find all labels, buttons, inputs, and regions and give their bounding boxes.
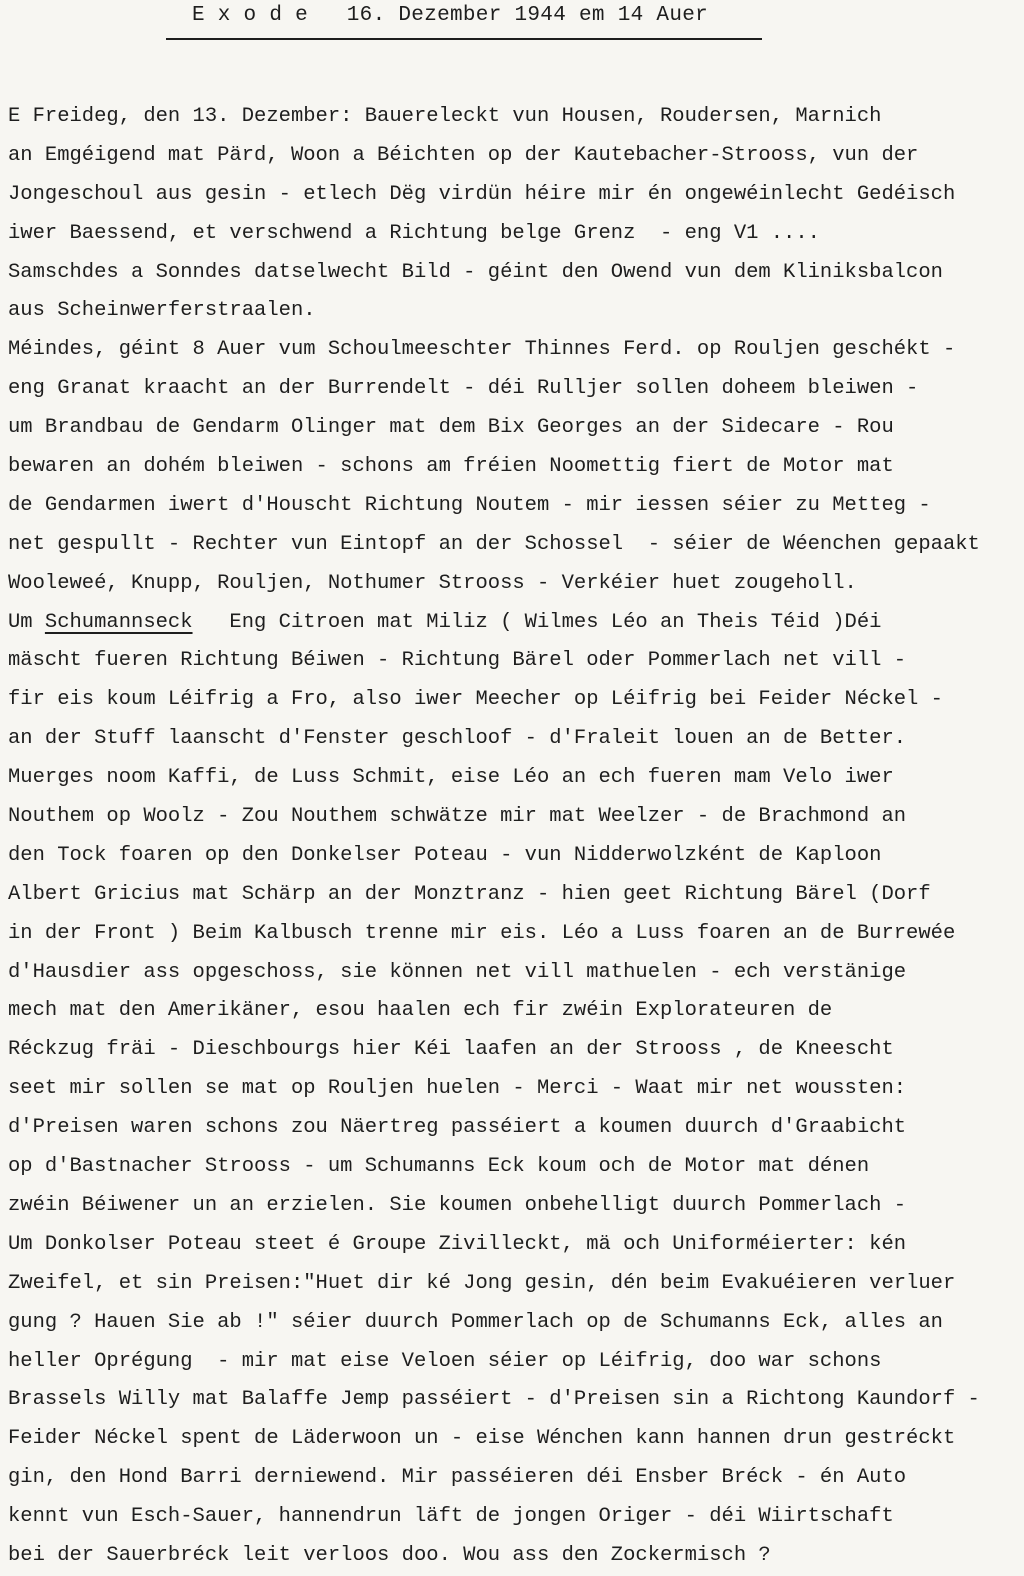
text-line: Brassels Willy mat Balaffe Jemp passéiert - d'Preisen sin a Richtong Kaundorf - [8, 1388, 980, 1412]
text-line: d'Hausdier ass opgeschoss, sie können net vill mathuelen - ech verstänige [8, 960, 907, 984]
text-line: an der Stuff laanscht d'Fenster geschloof - d'Fraleit louen an de Better. [8, 727, 907, 751]
line-prefix: Um [8, 610, 45, 634]
text-line: mech mat den Amerikäner, esou haalen ech fir zwéin Explorateuren de [8, 999, 833, 1023]
document-body [8, 98, 1020, 1576]
text-line: d'Preisen waren schons zou Näertreg passéiert a koumen duurch d'Graabicht [8, 1116, 907, 1140]
text-line: in der Front ) Beim Kalbusch trenne mir eis. Léo a Luss foaren an de Burrewée [8, 921, 956, 945]
line-suffix: Eng Citroen mat Miliz ( Wilmes Léo an Theis Téid )Déi [192, 610, 882, 634]
text-line: Nouthem op Woolz - Zou Nouthem schwätze mir mat Weelzer - de Brachmond an [8, 805, 907, 829]
text-line: aus Scheinwerferstraalen. [8, 299, 316, 323]
text-line: op d'Bastnacher Strooss - um Schumanns Eck koum och de Motor mat dénen [8, 1155, 870, 1179]
text-line: Muerges noom Kaffi, de Luss Schmit, eise Léo an ech fueren mam Velo iwer [8, 766, 894, 790]
text-line: gin, den Hond Barri derniewend. Mir passéieren déi Ensber Bréck - én Auto [8, 1466, 907, 1490]
text-line: Réckzug fräi - Dieschbourgs hier Kéi laafen an der Strooss , de Kneescht [8, 1038, 894, 1062]
text-line: bewaren an dohém bleiwen - schons am fréien Noomettig fiert de Motor mat [8, 455, 894, 479]
text-line: Wooleweé, Knupp, Rouljen, Nothumer Strooss - Verkéier huet zougeholl. [8, 571, 857, 595]
text-line: fir eis koum Léifrig a Fro, also iwer Meecher op Léifrig bei Feider Néckel - [8, 688, 943, 712]
underlined-place-name: Schumannseck [44, 610, 193, 634]
text-line: heller Oprégung - mir mat eise Veloen séier op Léifrig, doo war schons [8, 1349, 882, 1373]
text-line: bei der Sauerbréck leit verloos doo. Wou ass den Zockermisch ? [8, 1543, 771, 1567]
text-line: zwéin Béiwener un an erzielen. Sie koumen onbehelligt duurch Pommerlach - [8, 1193, 907, 1217]
text-line: Zweifel, et sin Preisen:"Huet dir ké Jong gesin, dén beim Evakuéieren verluer [8, 1271, 956, 1295]
title-underline [166, 38, 762, 40]
text-line: Um Donkolser Poteau steet é Groupe Zivilleckt, mä och Uniforméierter: kén [8, 1232, 907, 1256]
text-line: Jongeschoul aus gesin - etlech Dëg virdün héire mir én ongewéinlecht Gedéisch [8, 182, 956, 206]
text-line: iwer Baessend, et verschwend a Richtung belge Grenz - eng V1 .... [8, 221, 820, 245]
text-line: gung ? Hauen Sie ab !" séier duurch Pommerlach op de Schumanns Eck, alles an [8, 1310, 943, 1334]
text-line: an Emgéigend mat Pärd, Woon a Béichten op der Kautebacher-Strooss, vun der [8, 143, 919, 167]
text-line: um Brandbau de Gendarm Olinger mat dem Bix Georges an der Sidecare - Rou [8, 416, 894, 440]
text-line: eng Granat kraacht an der Burrendelt - déi Rulljer sollen doheem bleiwen - [8, 377, 919, 401]
text-line: net gespullt - Rechter vun Eintopf an der Schossel - séier de Wéenchen gepaakt [8, 532, 980, 556]
text-line [8, 604, 1020, 643]
text-line: Samschdes a Sonndes datselwecht Bild - géint den Owend vun dem Kliniksbalcon [8, 260, 943, 284]
text-line: Albert Gricius mat Schärp an der Monztranz - hien geet Richtung Bärel (Dorf [8, 882, 931, 906]
text-line: E Freideg, den 13. Dezember: Bauereleckt vun Housen, Roudersen, Marnich [8, 105, 882, 128]
text-line: Feider Néckel spent de Läderwoon un - eise Wénchen kann hannen drun gestréckt [8, 1427, 956, 1451]
text-line: de Gendarmen iwert d'Houscht Richtung Noutem - mir iessen séier zu Metteg - [8, 493, 931, 517]
text-line: kennt vun Esch-Sauer, hannendrun läft de jongen Origer - déi Wiirtschaft [8, 1505, 894, 1529]
text-line: mäscht fueren Richtung Béiwen - Richtung Bärel oder Pommerlach net vill - [8, 649, 907, 673]
text-line: seet mir sollen se mat op Rouljen huelen - Merci - Waat mir net woussten: [8, 1077, 907, 1101]
text-line: Méindes, géint 8 Auer vum Schoulmeeschter Thinnes Ferd. op Rouljen geschékt - [8, 338, 956, 362]
document-title: E x o d e 16. Dezember 1944 em 14 Auer [191, 4, 709, 27]
text-line: den Tock foaren op den Donkelser Poteau - vun Nidderwolzként de Kaploon [8, 843, 882, 867]
